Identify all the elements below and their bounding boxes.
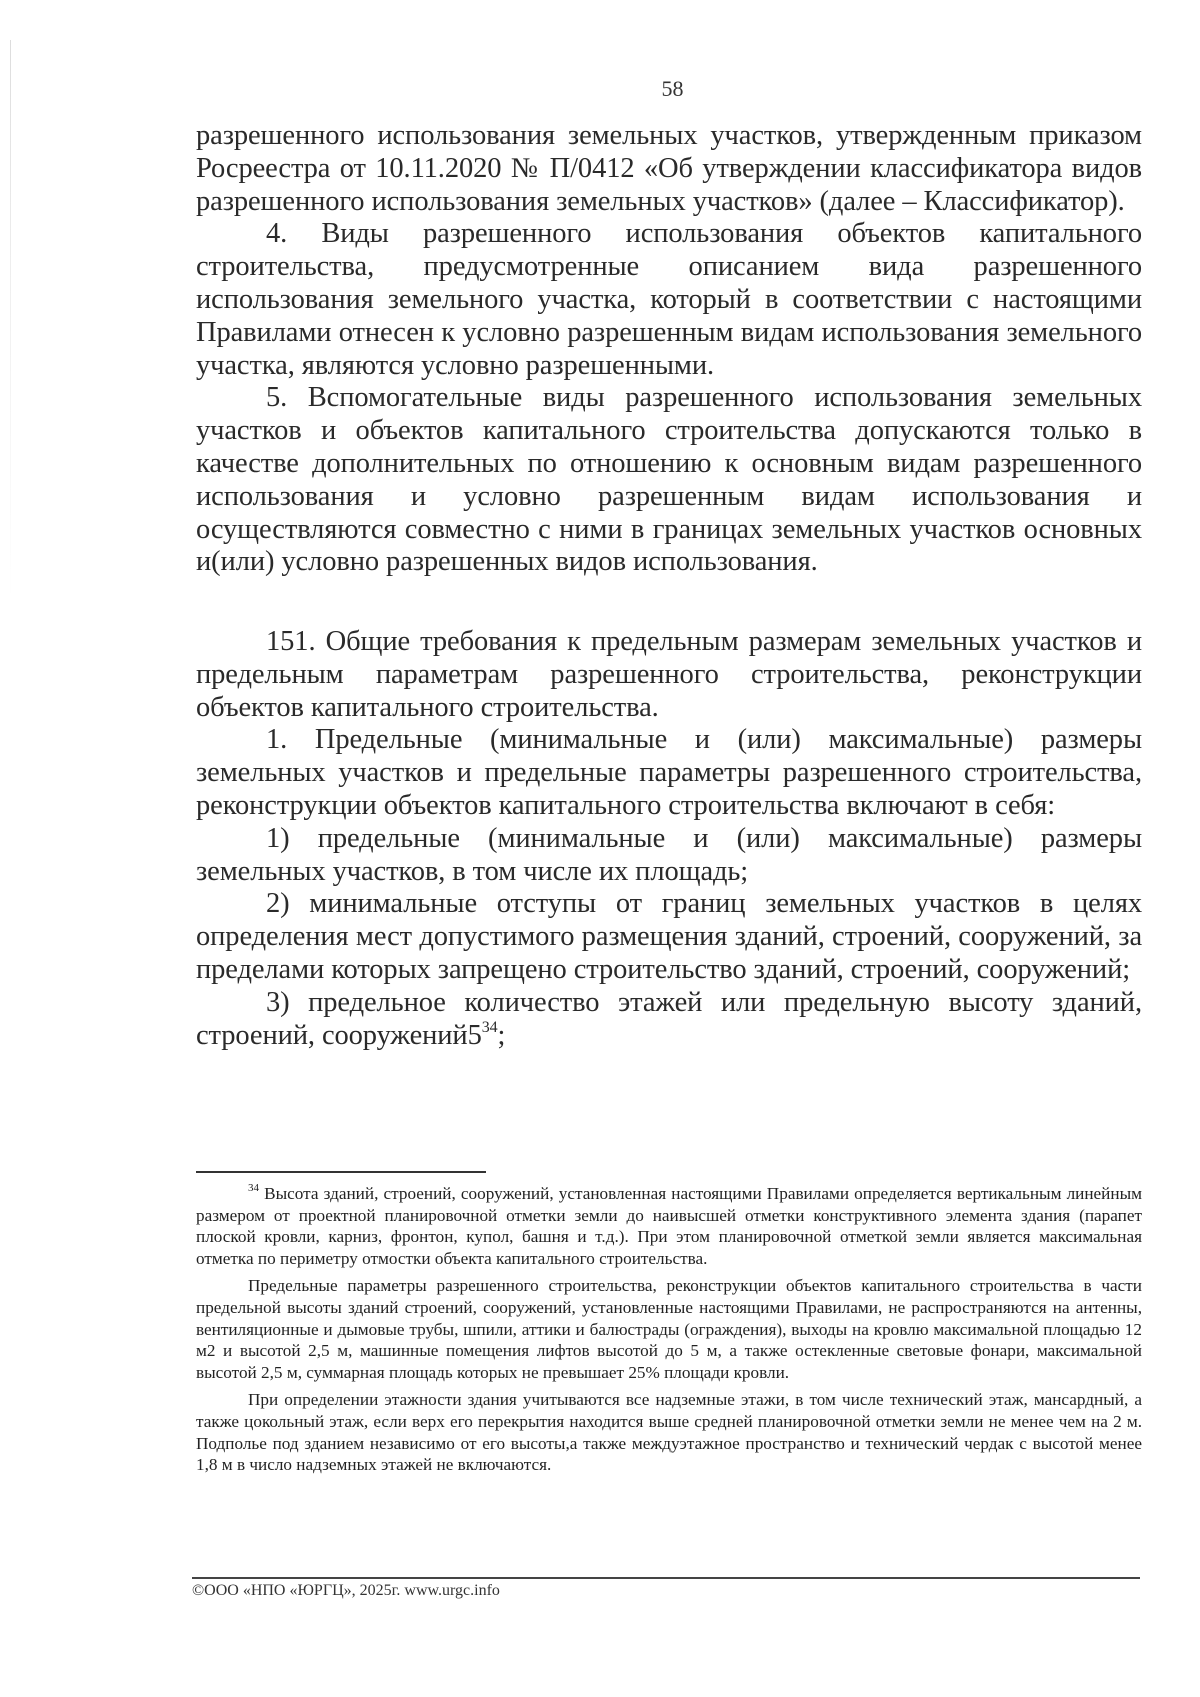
footnote-separator <box>196 1171 486 1173</box>
footer-rule <box>192 1577 1140 1579</box>
paragraph-item-5: 5. Вспомогательные виды разрешенного использования земельных участков и объектов капитального строительства допускаются только в качестве дополнительных по отношению к основным видам разрешенного использования и условно разрешенным видам использования и осуществляются совместно с ними в границах земельных участков основных и(или) условно разрешенных видов использования. <box>196 382 1142 578</box>
footnote-text-1: Высота зданий, строений, сооружений, установленная настоящими Правилами определяется вертикальным линейным размером от проектной планировочной отметки земли до наивысшей отметки конструктивного элемента здания (парапет плоской кровли, карниз, фронтон, купол, башня и т.д.). При этом планировочной отметкой земли является максимальная отметка по периметру отмостки объекта капитального строительства. <box>196 1184 1143 1268</box>
scan-edge-artifact <box>10 40 11 600</box>
section-heading-151: 151. Общие требования к предельным размерам земельных участков и предельным параметрам разрешенного строительства, реконструкции объектов капитального строительства. <box>196 626 1142 723</box>
footnote-paragraph-3: При определении этажности здания учитываются все надземные этажи, в том числе технический этаж, мансардный, а также цокольный этаж, если верх его перекрытия находится выше средней планировочной отметки земли не менее чем на 2 м. Подполье под зданием независимо от его высоты,а также междуэтажное пространство и технический чердак с высотой менее 1,8 м в число надземных этажей не включаются. <box>196 1390 1142 1475</box>
paragraph-item-1: 1. Предельные (минимальные и (или) максимальные) размеры земельных участков и предельные параметры разрешенного строительства, реконструкции объектов капитального строительства включают в себя: <box>196 724 1142 821</box>
footnote-paragraph-2: Предельные параметры разрешенного строительства, реконструкции объектов капитального строительства в части предельной высоты зданий строений, сооружений, установленные настоящими Правилами, не распространяются на антенны, вентиляционные и дымовые трубы, шпили, аттики и балюстрады (ограждения), выходы на кровлю максимальной площадью 12 м2 и высотой 2,5 м, машинные помещения лифтов высотой до 5 м, а также остекленные световые фонари, максимальной высотой 2,5 м, суммарная площадь которых не превышает 25% площади кровли. <box>196 1276 1142 1382</box>
body-text-block-1 <box>196 120 1142 579</box>
subitem-3-text: 3) предельное количество этажей или предельную высоту зданий, строений, сооружений5 <box>196 986 1142 1051</box>
page-number: 58 <box>661 76 684 101</box>
subitem-2: 2) минимальные отступы от границ земельных участков в целях определения мест допустимого размещения зданий, строений, сооружений, за пределами которых запрещено строительство зданий, строений, сооружений; <box>196 888 1142 985</box>
footer-copyright: ©ООО «НПО «ЮРГЦ», 2025г. www.urgc.info <box>192 1582 500 1599</box>
footnote-paragraph-1 <box>196 1183 1142 1269</box>
footnote-reference[interactable]: 34 <box>481 1018 498 1036</box>
subitem-3 <box>196 987 1142 1053</box>
paragraph-item-4: 4. Виды разрешенного использования объектов капитального строительства, предусмотренные описанием вида разрешенного использования земельного участка, который в соответствии с настоящими Правилами отнесен к условно разрешенным видам использования земельного участка, являются условно разрешенными. <box>196 218 1142 381</box>
paragraph-continuation: разрешенного использования земельных участков, утвержденным приказом Росреестра от 10.11.2020 № П/0412 «Об утверждении классификатора видов разрешенного использования земельных участков» (далее – Классификатор). <box>196 120 1142 217</box>
footnote-marker: 34 <box>248 1182 259 1194</box>
body-text-block-2 <box>196 626 1142 1052</box>
footnotes <box>196 1183 1142 1482</box>
subitem-3-end: ; <box>497 1019 506 1051</box>
subitem-1: 1) предельные (минимальные и (или) максимальные) размеры земельных участков, в том числе их площадь; <box>196 822 1142 887</box>
